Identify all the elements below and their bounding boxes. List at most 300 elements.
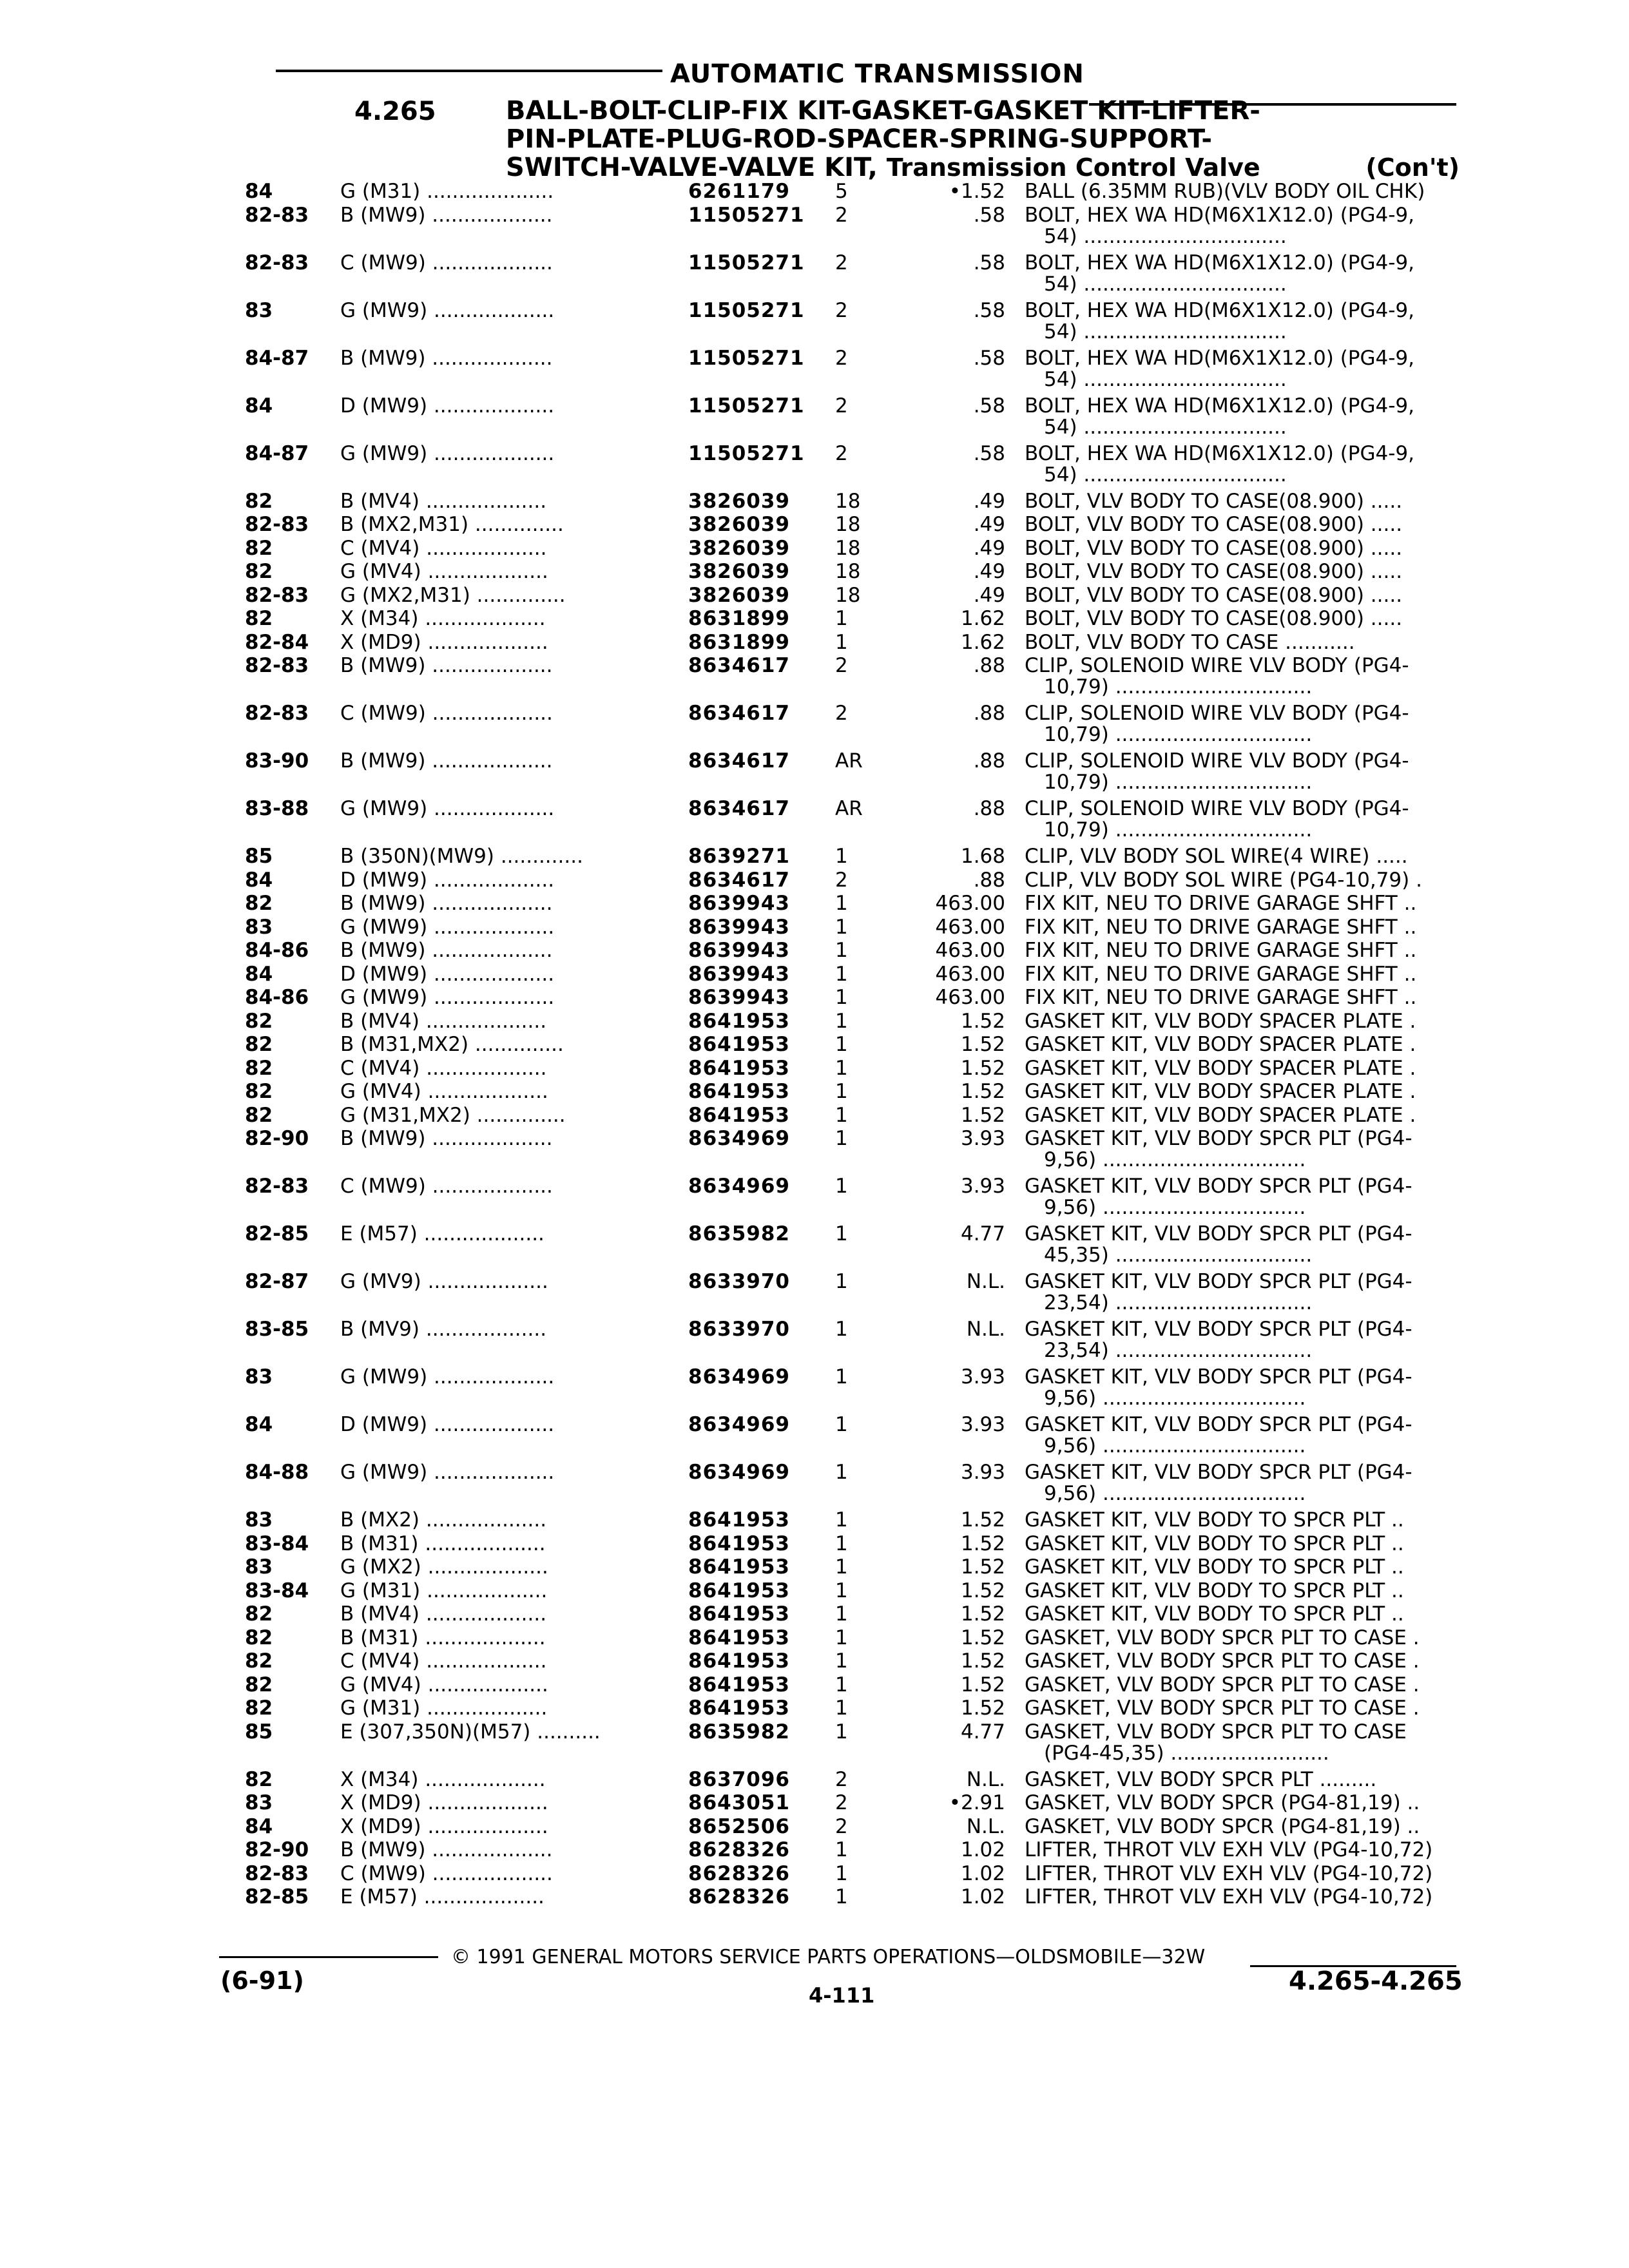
model-code: C (MW9) ................... (340, 1862, 553, 1885)
model-code: C (MV4) ................... (340, 537, 547, 559)
price: 1.52 (960, 1056, 1005, 1080)
description: BOLT, HEX WA HD(M6X1X12.0) (PG4-9, (1025, 394, 1414, 418)
model-code: X (M34) ................... (340, 608, 546, 629)
part-number: 8631899 (688, 607, 790, 630)
model-year: 83-84 (245, 1579, 309, 1602)
part-number: 8634617 (688, 749, 790, 773)
price: N.L. (966, 1767, 1005, 1791)
footer-page-number: 4-111 (809, 1983, 875, 2008)
price: 1.52 (960, 1696, 1005, 1720)
description: GASKET, VLV BODY SPCR PLT TO CASE (1025, 1720, 1407, 1744)
price: 1.02 (960, 1861, 1005, 1885)
description: BOLT, VLV BODY TO CASE(08.900) ..... (1025, 513, 1403, 536)
description-continuation: 54) ................................ (1044, 272, 1287, 296)
model-year: 82 (245, 1009, 273, 1033)
model-code: B (MW9) ................... (340, 655, 553, 677)
price: .58 (973, 298, 1005, 322)
model-year: 82 (245, 1767, 273, 1791)
quantity: 1 (835, 1579, 848, 1602)
part-number: 8641953 (688, 1033, 790, 1056)
model-year: 82 (245, 1696, 273, 1720)
model-year: 82-90 (245, 1127, 309, 1150)
model-year: 82 (245, 1056, 273, 1080)
model-year: 84-88 (245, 1461, 309, 1484)
model-code: B (M31) ................... (340, 1626, 546, 1649)
description: CLIP, SOLENOID WIRE VLV BODY (PG4- (1025, 654, 1409, 677)
model-year: 83-90 (245, 749, 309, 773)
price: 3.93 (960, 1175, 1005, 1198)
quantity: 1 (835, 1508, 848, 1532)
quantity: 1 (835, 607, 848, 630)
price: 1.52 (960, 1009, 1005, 1033)
quantity: 1 (835, 915, 848, 939)
model-year: 84 (245, 962, 273, 986)
description-continuation: (PG4-45,35) ......................... (1044, 1741, 1329, 1765)
description: CLIP, SOLENOID WIRE VLV BODY (PG4- (1025, 702, 1409, 725)
description: GASKET KIT, VLV BODY TO SPCR PLT .. (1025, 1555, 1404, 1579)
model-year: 82 (245, 1649, 273, 1673)
price: 1.62 (960, 607, 1005, 630)
description: GASKET KIT, VLV BODY SPACER PLATE . (1025, 1080, 1416, 1103)
model-code: C (MV4) ................... (340, 1057, 547, 1079)
part-number: 8634969 (688, 1127, 790, 1150)
quantity: 1 (835, 1080, 848, 1103)
footer-copyright: © 1991 GENERAL MOTORS SERVICE PARTS OPERATIONS—OLDSMOBILE—32W (451, 1946, 1206, 1968)
part-number: 8641953 (688, 1103, 790, 1127)
model-code: D (MW9) ................... (340, 394, 555, 417)
description: LIFTER, THROT VLV EXH VLV (PG4-10,72) (1025, 1885, 1433, 1908)
quantity: 18 (835, 489, 861, 513)
description: BOLT, VLV BODY TO CASE ........... (1025, 630, 1355, 654)
price: 1.52 (960, 1602, 1005, 1626)
model-year: 82 (245, 607, 273, 630)
part-number: 8628326 (688, 1885, 790, 1908)
section-title-line2: PIN-PLATE-PLUG-ROD-SPACER-SPRING-SUPPORT- (506, 124, 1212, 154)
description: GASKET KIT, VLV BODY SPCR PLT (PG4- (1025, 1175, 1412, 1198)
model-year: 82 (245, 1602, 273, 1626)
quantity: 1 (835, 1413, 848, 1436)
model-year: 84 (245, 394, 273, 418)
quantity: AR (835, 749, 863, 773)
description-continuation: 9,56) ................................ (1044, 1387, 1306, 1410)
part-number: 3826039 (688, 513, 790, 536)
part-number: 8641953 (688, 1626, 790, 1649)
model-year: 82-83 (245, 583, 309, 607)
model-year: 85 (245, 1720, 273, 1744)
description: GASKET KIT, VLV BODY TO SPCR PLT .. (1025, 1602, 1404, 1626)
quantity: 2 (835, 203, 848, 227)
part-number: 3826039 (688, 536, 790, 560)
part-number: 8639943 (688, 962, 790, 986)
description-continuation: 9,56) ................................ (1044, 1196, 1306, 1219)
model-code: X (MD9) ................... (340, 1815, 548, 1838)
model-code: G (MX2,M31) .............. (340, 584, 566, 606)
model-code: C (MV4) ................... (340, 1650, 547, 1672)
description-continuation: 45,35) ............................... (1044, 1244, 1313, 1267)
model-code: G (MW9) ................... (340, 442, 555, 465)
model-code: X (M34) ................... (340, 1768, 546, 1791)
part-number: 8628326 (688, 1861, 790, 1885)
quantity: 1 (835, 1885, 848, 1908)
model-code: B (MV9) ................... (340, 1318, 547, 1340)
price: .49 (973, 489, 1005, 513)
quantity: 1 (835, 1649, 848, 1673)
model-code: G (MW9) ................... (340, 986, 555, 1008)
model-year: 84 (245, 1814, 273, 1838)
price: .49 (973, 583, 1005, 607)
part-number: 11505271 (688, 251, 805, 274)
model-year: 82-83 (245, 702, 309, 725)
quantity: 2 (835, 868, 848, 892)
price: .88 (973, 702, 1005, 725)
model-code: E (M57) ................... (340, 1886, 545, 1908)
price: 1.52 (960, 1103, 1005, 1127)
model-code: C (MW9) ................... (340, 251, 553, 274)
model-code: G (MV4) ................... (340, 561, 548, 582)
part-number: 8639943 (688, 892, 790, 915)
price: 3.93 (960, 1127, 1005, 1150)
price: .58 (973, 251, 1005, 274)
quantity: 1 (835, 1318, 848, 1341)
description: GASKET, VLV BODY SPCR (PG4-81,19) .. (1025, 1814, 1420, 1838)
model-code: B (MW9) ................... (340, 1128, 553, 1149)
part-number: 8641953 (688, 1080, 790, 1103)
quantity: 2 (835, 441, 848, 465)
price: 1.62 (960, 630, 1005, 654)
part-number: 3826039 (688, 489, 790, 513)
quantity: 1 (835, 845, 848, 868)
description: GASKET KIT, VLV BODY SPCR PLT (PG4- (1025, 1318, 1412, 1341)
model-year: 84 (245, 180, 273, 203)
description-continuation: 54) ................................ (1044, 224, 1287, 248)
price: .58 (973, 441, 1005, 465)
section-subtitle: Transmission Control Valve (886, 153, 1260, 182)
description-continuation: 10,79) ............................... (1044, 723, 1313, 746)
part-number: 8641953 (688, 1673, 790, 1696)
part-number: 11505271 (688, 298, 805, 322)
part-number: 8641953 (688, 1602, 790, 1626)
quantity: 1 (835, 1626, 848, 1649)
part-number: 11505271 (688, 203, 805, 227)
model-year: 83 (245, 1365, 273, 1389)
model-code: X (MD9) ................... (340, 1792, 548, 1814)
model-code: G (MW9) ................... (340, 1461, 555, 1483)
model-code: B (MW9) ................... (340, 204, 553, 226)
part-number: 8634969 (688, 1461, 790, 1484)
part-number: 8639271 (688, 845, 790, 868)
price: .49 (973, 513, 1005, 536)
part-number: 8641953 (688, 1649, 790, 1673)
page-header-title: AUTOMATIC TRANSMISSION (670, 59, 1084, 89)
model-code: X (MD9) ................... (340, 631, 548, 653)
model-year: 82 (245, 1673, 273, 1696)
price: •1.52 (949, 180, 1005, 203)
part-number: 3826039 (688, 583, 790, 607)
part-number: 8634617 (688, 868, 790, 892)
description: GASKET KIT, VLV BODY SPACER PLATE . (1025, 1056, 1416, 1080)
part-number: 8633970 (688, 1270, 790, 1293)
model-year: 84-87 (245, 441, 309, 465)
quantity: AR (835, 797, 863, 820)
model-year: 82 (245, 536, 273, 560)
description-continuation: 54) ................................ (1044, 463, 1287, 486)
model-year: 84-86 (245, 986, 309, 1009)
model-year: 83 (245, 1508, 273, 1532)
quantity: 1 (835, 1365, 848, 1389)
model-year: 83-85 (245, 1318, 309, 1341)
part-number: 11505271 (688, 441, 805, 465)
model-code: B (MX2,M31) .............. (340, 514, 564, 535)
model-code: G (MV9) ................... (340, 1271, 548, 1293)
price: 1.02 (960, 1885, 1005, 1908)
quantity: 1 (835, 939, 848, 962)
description-continuation: 54) ................................ (1044, 415, 1287, 439)
model-year: 82-90 (245, 1838, 309, 1861)
part-number: 8641953 (688, 1056, 790, 1080)
part-number: 8643051 (688, 1791, 790, 1814)
model-year: 84 (245, 868, 273, 892)
description-continuation: 23,54) ............................... (1044, 1291, 1313, 1314)
description-continuation: 10,79) ............................... (1044, 771, 1313, 794)
continued-label: (Con't) (1365, 153, 1460, 182)
price: 1.52 (960, 1579, 1005, 1602)
model-year: 82-87 (245, 1270, 309, 1293)
model-code: G (MV4) ................... (340, 1673, 548, 1696)
model-year: 82-83 (245, 654, 309, 677)
price: 1.68 (960, 845, 1005, 868)
description-continuation: 9,56) ................................ (1044, 1148, 1306, 1171)
price: 4.77 (960, 1720, 1005, 1744)
footer-date: (6-91) (220, 1966, 304, 1995)
model-year: 82-84 (245, 630, 309, 654)
description-continuation: 10,79) ............................... (1044, 675, 1313, 698)
model-year: 82 (245, 1033, 273, 1056)
quantity: 1 (835, 892, 848, 915)
model-year: 82-83 (245, 513, 309, 536)
price: .58 (973, 346, 1005, 370)
quantity: 1 (835, 986, 848, 1009)
quantity: 2 (835, 702, 848, 725)
model-code: G (M31) ................... (340, 1579, 548, 1602)
model-year: 84-87 (245, 346, 309, 370)
section-number: 4.265 (354, 97, 436, 126)
part-number: 11505271 (688, 394, 805, 418)
model-code: B (MV4) ................... (340, 490, 547, 512)
model-year: 82-83 (245, 1861, 309, 1885)
quantity: 2 (835, 1767, 848, 1791)
description: GASKET KIT, VLV BODY TO SPCR PLT .. (1025, 1532, 1404, 1555)
part-number: 3826039 (688, 560, 790, 583)
part-number: 8637096 (688, 1767, 790, 1791)
price: 1.52 (960, 1080, 1005, 1103)
quantity: 2 (835, 346, 848, 370)
model-code: D (MW9) ................... (340, 869, 555, 891)
model-year: 82 (245, 1103, 273, 1127)
quantity: 18 (835, 536, 861, 560)
model-code: B (MW9) ................... (340, 892, 553, 914)
model-code: G (MW9) ................... (340, 916, 555, 938)
part-number: 8639943 (688, 986, 790, 1009)
price: 1.52 (960, 1649, 1005, 1673)
description-continuation: 9,56) ................................ (1044, 1482, 1306, 1505)
quantity: 1 (835, 1056, 848, 1080)
quantity: 1 (835, 1270, 848, 1293)
model-year: 84 (245, 1413, 273, 1436)
description: FIX KIT, NEU TO DRIVE GARAGE SHFT .. (1025, 962, 1417, 986)
description-continuation: 23,54) ............................... (1044, 1339, 1313, 1362)
quantity: 1 (835, 1222, 848, 1245)
price: •2.91 (949, 1791, 1005, 1814)
description: GASKET KIT, VLV BODY TO SPCR PLT .. (1025, 1508, 1404, 1532)
quantity: 2 (835, 1791, 848, 1814)
model-code: B (M31) ................... (340, 1532, 546, 1555)
description: FIX KIT, NEU TO DRIVE GARAGE SHFT .. (1025, 892, 1417, 915)
description: GASKET, VLV BODY SPCR PLT TO CASE . (1025, 1626, 1420, 1649)
description: BOLT, VLV BODY TO CASE(08.900) ..... (1025, 560, 1403, 583)
description-continuation: 10,79) ............................... (1044, 818, 1313, 841)
model-code: G (MW9) ................... (340, 798, 555, 820)
part-number: 8633970 (688, 1318, 790, 1341)
part-number: 8635982 (688, 1222, 790, 1245)
quantity: 1 (835, 1696, 848, 1720)
quantity: 1 (835, 1009, 848, 1033)
model-code: E (M57) ................... (340, 1223, 545, 1245)
model-code: B (MW9) ................... (340, 1839, 553, 1861)
header-rule (276, 70, 662, 72)
model-year: 82 (245, 560, 273, 583)
part-number: 8641953 (688, 1508, 790, 1532)
model-year: 82-85 (245, 1885, 309, 1908)
description: GASKET KIT, VLV BODY SPCR PLT (PG4- (1025, 1222, 1412, 1245)
price: 463.00 (935, 962, 1005, 986)
description: FIX KIT, NEU TO DRIVE GARAGE SHFT .. (1025, 986, 1417, 1009)
description-continuation: 9,56) ................................ (1044, 1434, 1306, 1457)
footer-rule-left (219, 1956, 438, 1958)
part-number: 8639943 (688, 939, 790, 962)
price: 463.00 (935, 915, 1005, 939)
description: BOLT, VLV BODY TO CASE(08.900) ..... (1025, 583, 1403, 607)
part-number: 8641953 (688, 1009, 790, 1033)
model-year: 84-86 (245, 939, 309, 962)
price: .58 (973, 394, 1005, 418)
description: FIX KIT, NEU TO DRIVE GARAGE SHFT .. (1025, 915, 1417, 939)
description: GASKET KIT, VLV BODY SPCR PLT (PG4- (1025, 1461, 1412, 1484)
description: LIFTER, THROT VLV EXH VLV (PG4-10,72) (1025, 1861, 1433, 1885)
part-number: 8641953 (688, 1696, 790, 1720)
model-code: C (MW9) ................... (340, 1175, 553, 1197)
model-code: C (MW9) ................... (340, 702, 553, 724)
part-number: 6261179 (688, 180, 790, 203)
quantity: 1 (835, 1673, 848, 1696)
model-year: 85 (245, 845, 273, 868)
description-continuation: 54) ................................ (1044, 367, 1287, 391)
quantity: 1 (835, 1175, 848, 1198)
model-year: 83-88 (245, 797, 309, 820)
description: BOLT, HEX WA HD(M6X1X12.0) (PG4-9, (1025, 203, 1414, 227)
price: 1.02 (960, 1838, 1005, 1861)
price: .88 (973, 654, 1005, 677)
price: .88 (973, 749, 1005, 773)
quantity: 5 (835, 180, 848, 203)
model-code: D (MW9) ................... (340, 963, 555, 985)
price: 1.52 (960, 1508, 1005, 1532)
price: 463.00 (935, 939, 1005, 962)
model-year: 83 (245, 1791, 273, 1814)
price: 463.00 (935, 892, 1005, 915)
price: 1.52 (960, 1673, 1005, 1696)
model-year: 83 (245, 298, 273, 322)
part-number: 8641953 (688, 1555, 790, 1579)
quantity: 1 (835, 1720, 848, 1744)
quantity: 1 (835, 1103, 848, 1127)
part-number: 8652506 (688, 1814, 790, 1838)
section-title-line1: BALL-BOLT-CLIP-FIX KIT-GASKET-GASKET KIT-LIFTER- (506, 96, 1260, 126)
model-code: G (MX2) ................... (340, 1556, 548, 1578)
price: 3.93 (960, 1461, 1005, 1484)
part-number: 11505271 (688, 346, 805, 370)
model-year: 82-83 (245, 203, 309, 227)
price: 1.52 (960, 1532, 1005, 1555)
description: LIFTER, THROT VLV EXH VLV (PG4-10,72) (1025, 1838, 1433, 1861)
description: BALL (6.35MM RUB)(VLV BODY OIL CHK) (1025, 180, 1425, 203)
description: BOLT, HEX WA HD(M6X1X12.0) (PG4-9, (1025, 298, 1414, 322)
part-number: 8628326 (688, 1838, 790, 1861)
quantity: 1 (835, 1532, 848, 1555)
model-year: 83 (245, 915, 273, 939)
description: CLIP, VLV BODY SOL WIRE(4 WIRE) ..... (1025, 845, 1408, 868)
quantity: 18 (835, 560, 861, 583)
description: CLIP, VLV BODY SOL WIRE (PG4-10,79) . (1025, 868, 1422, 892)
part-number: 8634617 (688, 654, 790, 677)
section-title-line3-text: SWITCH-VALVE-VALVE KIT, (506, 153, 878, 182)
part-number: 8635982 (688, 1720, 790, 1744)
quantity: 1 (835, 1033, 848, 1056)
description: GASKET, VLV BODY SPCR (PG4-81,19) .. (1025, 1791, 1420, 1814)
part-number: 8641953 (688, 1579, 790, 1602)
description: GASKET, VLV BODY SPCR PLT TO CASE . (1025, 1673, 1420, 1696)
quantity: 2 (835, 1814, 848, 1838)
description: GASKET KIT, VLV BODY SPACER PLATE . (1025, 1103, 1416, 1127)
price: 1.52 (960, 1626, 1005, 1649)
model-code: G (MW9) ................... (340, 299, 555, 322)
price: 3.93 (960, 1365, 1005, 1389)
model-year: 83 (245, 1555, 273, 1579)
quantity: 1 (835, 1838, 848, 1861)
model-year: 82 (245, 892, 273, 915)
model-year: 82-83 (245, 251, 309, 274)
price: .88 (973, 868, 1005, 892)
model-code: B (MX2) ................... (340, 1509, 547, 1531)
price: N.L. (966, 1318, 1005, 1341)
description: FIX KIT, NEU TO DRIVE GARAGE SHFT .. (1025, 939, 1417, 962)
quantity: 1 (835, 1861, 848, 1885)
model-code: B (MV4) ................... (340, 1603, 547, 1625)
description: GASKET KIT, VLV BODY TO SPCR PLT .. (1025, 1579, 1404, 1602)
quantity: 1 (835, 1127, 848, 1150)
part-number: 8631899 (688, 630, 790, 654)
model-code: G (M31,MX2) .............. (340, 1104, 566, 1126)
description: BOLT, HEX WA HD(M6X1X12.0) (PG4-9, (1025, 251, 1414, 274)
description: GASKET, VLV BODY SPCR PLT TO CASE . (1025, 1649, 1420, 1673)
model-year: 82 (245, 489, 273, 513)
quantity: 1 (835, 1555, 848, 1579)
part-number: 8634969 (688, 1365, 790, 1389)
model-year: 82-83 (245, 1175, 309, 1198)
description: GASKET KIT, VLV BODY SPACER PLATE . (1025, 1009, 1416, 1033)
model-code: G (MV4) ................... (340, 1081, 548, 1102)
part-number: 8634617 (688, 702, 790, 725)
model-code: G (MW9) ................... (340, 1366, 555, 1388)
